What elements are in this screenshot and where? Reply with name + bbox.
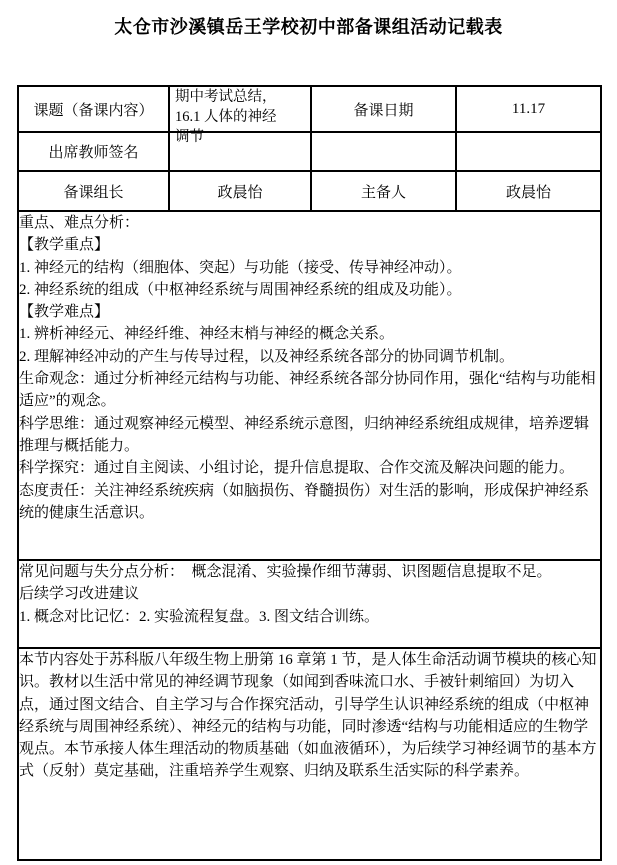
date-value-cell: 11.17 — [456, 86, 601, 132]
issues-cell — [18, 560, 601, 648]
analysis-paragraph: 生命观念：通过分析神经元结构与功能、神经系统各部分协同作用，强化“结构与功能相适应”的观念。 — [19, 371, 596, 410]
signature-cell-2 — [311, 132, 456, 171]
main-presenter-value-cell: 政晨怡 — [456, 171, 601, 211]
group-leader-value-cell: 政晨怡 — [169, 171, 311, 211]
topic-line-1: 期中考试总结， — [175, 89, 277, 105]
table-row-analysis — [18, 211, 601, 560]
date-label-cell: 备课日期 — [311, 86, 456, 132]
table-row-topic — [18, 86, 601, 132]
record-table — [17, 85, 602, 861]
topic-value-text — [170, 87, 310, 145]
analysis-paragraph: 态度责任：关注神经系统疾病（如脑损伤、脊髓损伤）对生活的影响，形成保护神经系统的健康生活意识。 — [19, 482, 590, 521]
analysis-paragraph: 科学探究：通过自主阅读、小组讨论，提升信息提取、合作交流及解决问题的能力。 — [19, 460, 575, 477]
topic-line-2: 16.1 人体的神经 — [175, 109, 277, 125]
page-title: 太仓市沙溪镇岳王学校初中部备课组活动记载表 — [114, 17, 503, 37]
table-row-signatures — [18, 132, 601, 171]
table-row-issues — [18, 560, 601, 648]
topic-line-3: 调节 — [175, 129, 204, 145]
analysis-paragraph: 【教学难点】 — [19, 304, 110, 321]
analysis-paragraph: 2. 神经系统的组成（中枢神经系统与周围神经系统的组成及功能）。 — [19, 281, 462, 298]
signature-cell-3 — [456, 132, 601, 171]
analysis-cell — [18, 211, 601, 560]
main-presenter-label-cell: 主备人 — [311, 171, 456, 211]
analysis-paragraph: 2. 理解神经冲动的产生与传导过程，以及神经系统各部分的协同调节机制。 — [19, 348, 515, 365]
issues-paragraph: 后续学习改进建议 — [19, 586, 140, 603]
analysis-paragraph: 重点、难点分析： — [19, 215, 140, 231]
issues-paragraph: 1. 概念对比记忆：2. 实验流程复盘。3. 图文结合训练。 — [19, 608, 380, 625]
signature-label-cell: 出席教师签名 — [18, 132, 169, 171]
analysis-paragraph: 1. 辨析神经元、神经纤维、神经末梢与神经的概念关系。 — [19, 326, 395, 343]
analysis-paragraph: 【教学重点】 — [19, 237, 110, 254]
topic-label-cell: 课题（备课内容） — [18, 86, 169, 132]
table-row-overview — [18, 648, 601, 860]
topic-value-cell — [169, 86, 311, 145]
overview-cell — [18, 648, 601, 860]
analysis-paragraph: 1. 神经元的结构（细胞体、突起）与功能（接受、传导神经冲动）。 — [19, 259, 462, 276]
overview-paragraph: 本节内容处于苏科版八年级生物上册第 16 章第 1 节，是人体生命活动调节模块的核心知识。教材以生活中常见的神经调节现象（如闻到香味流口水、手被针刺缩回）为切入点，通过图文结合、自主学习与合作探究活动，引导学生认识神经系统的组成（中枢神经系统与周围神经系统）、神经元的结构与功能，同时渗透“结构与功能相适应的生物学观点。本节承接人体生理活动的物质基础（如血液循环），为后续学习神经调节的基本方式（反射）莫定基础，注重培养学生观察、归纳及联系生活实际的科学素养。 — [19, 652, 597, 780]
analysis-paragraph: 科学思维：通过观察神经元模型、神经系统示意图，归纳神经系统组成规律，培养逻辑推理与概括能力。 — [19, 415, 590, 454]
table-row-leaders — [18, 171, 601, 211]
group-leader-label-cell: 备课组长 — [18, 171, 169, 211]
issues-paragraph: 常见问题与失分点分析： 概念混淆、实验操作细节薄弱、识图题信息提取不足。 — [19, 564, 552, 580]
